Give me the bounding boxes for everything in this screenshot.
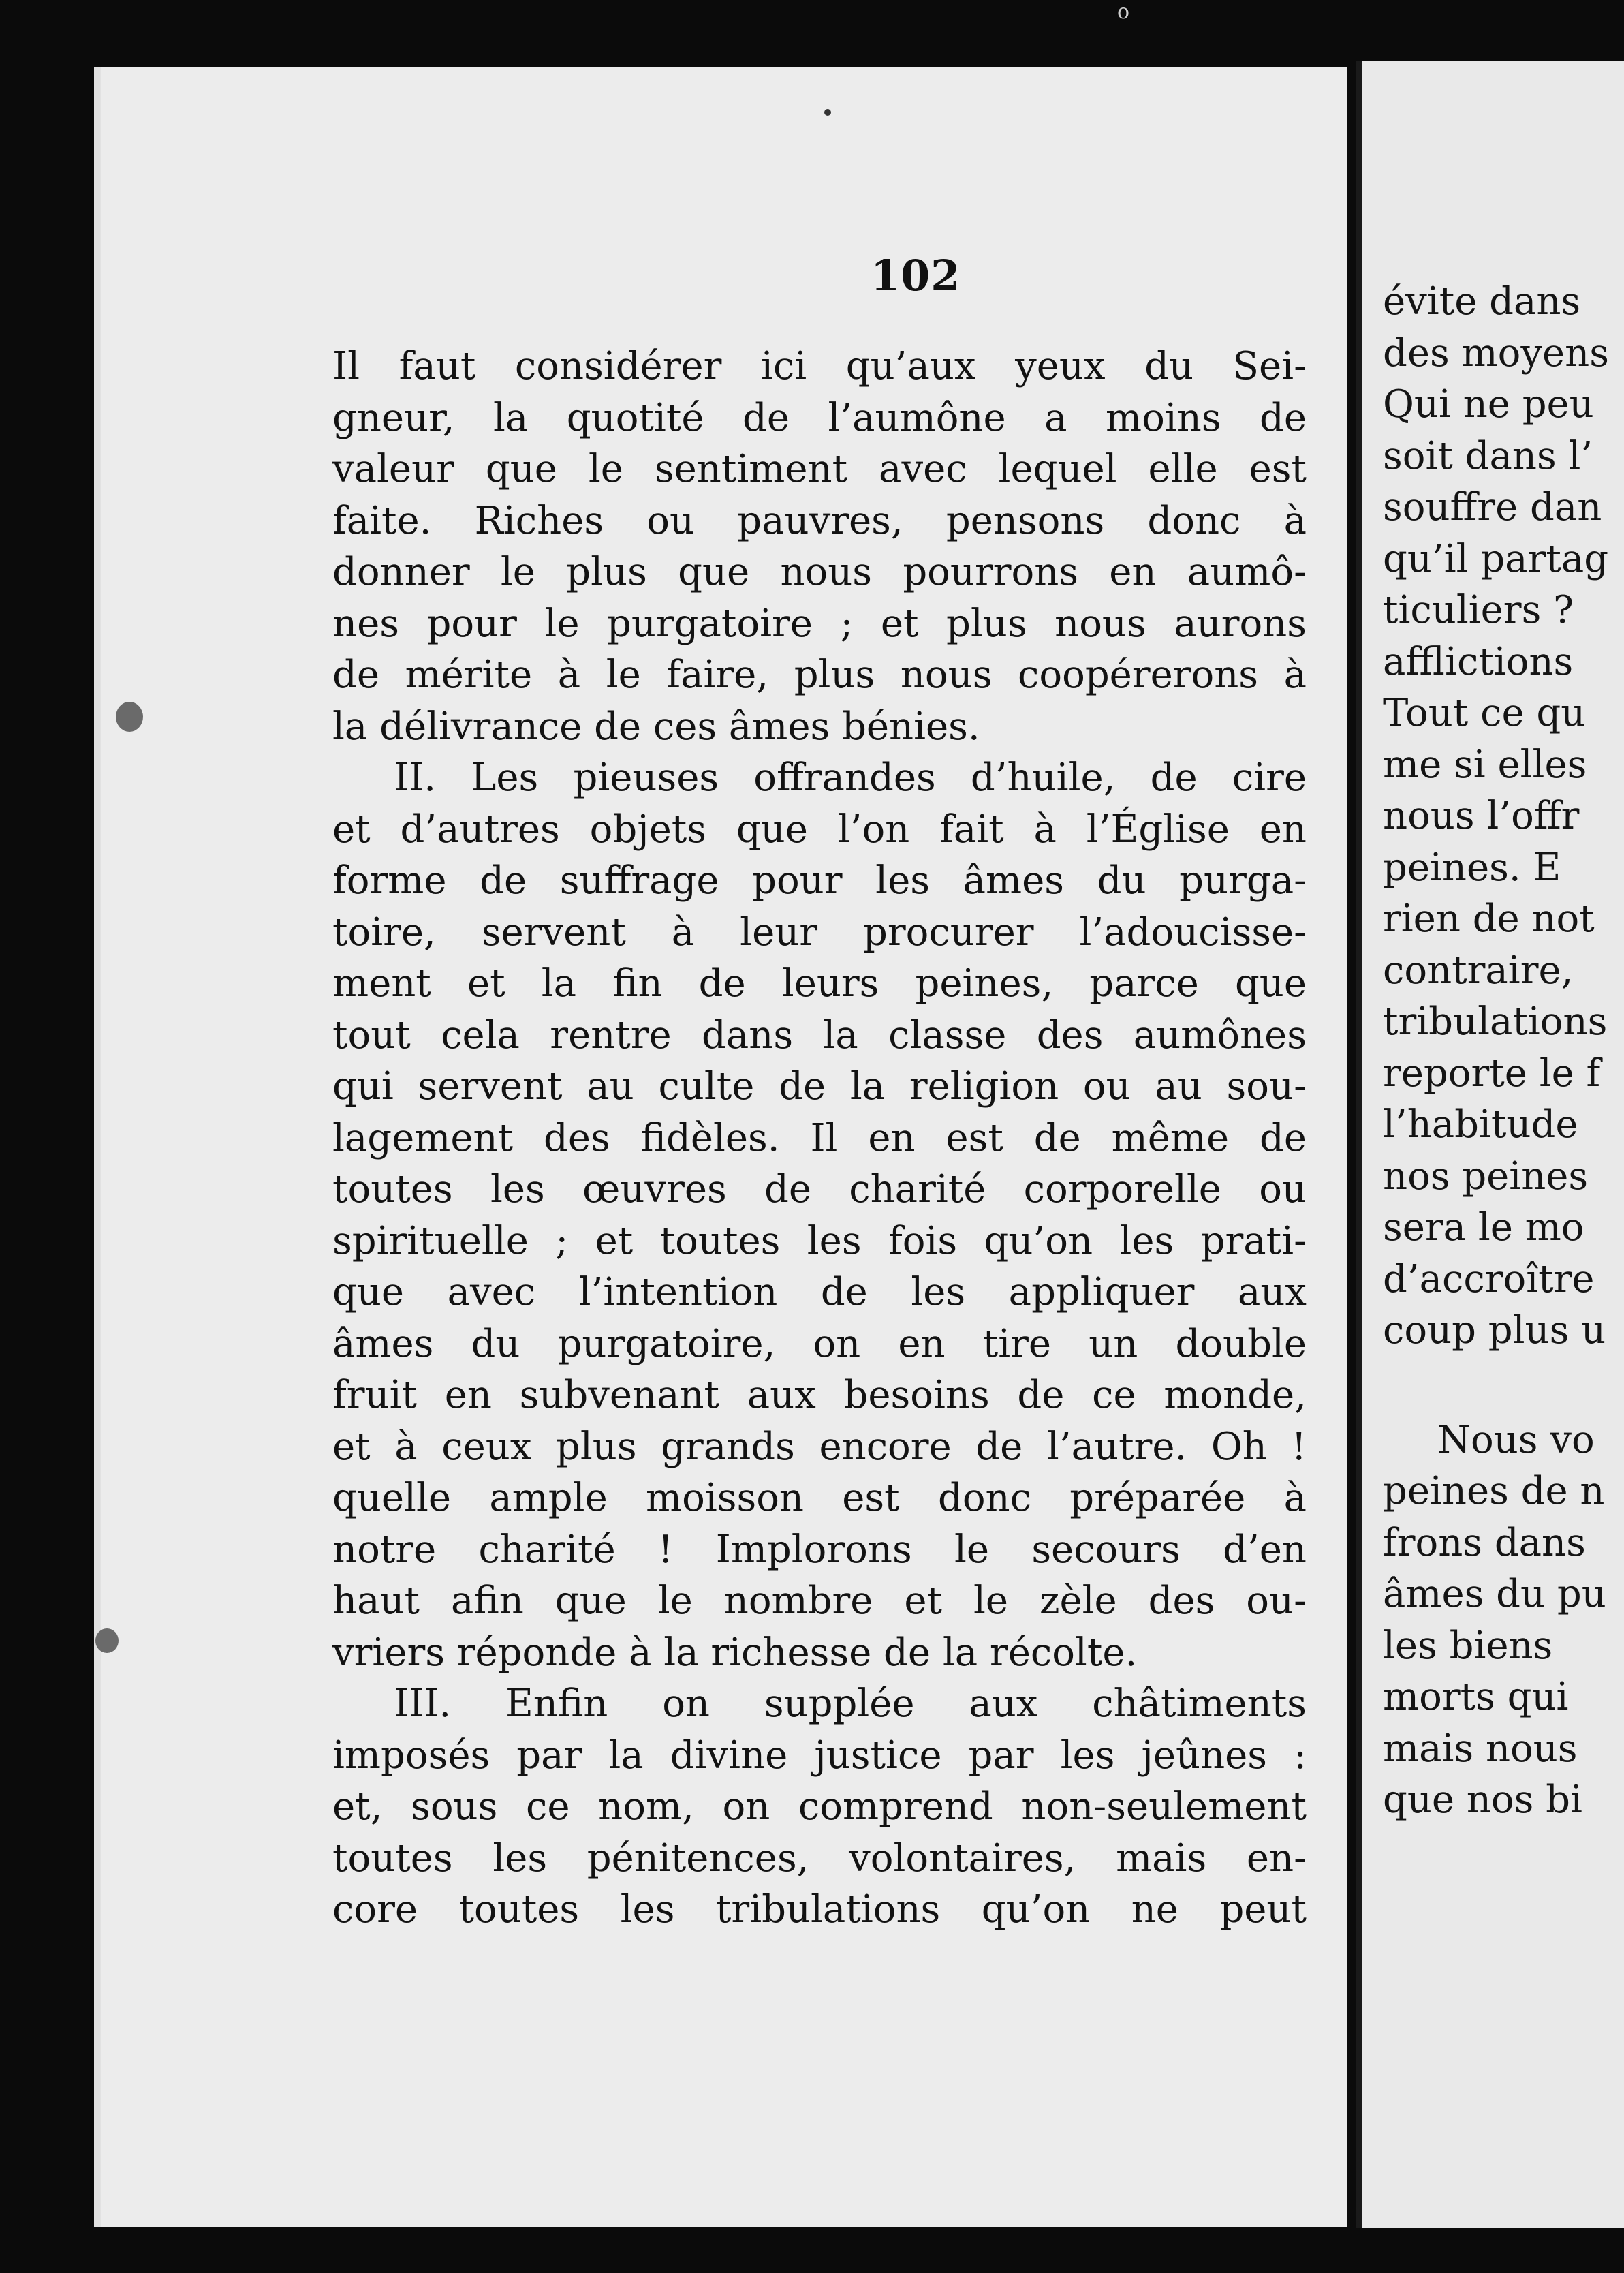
text-line: et d’autres objets que l’on fait à l’Église en xyxy=(332,807,1307,852)
text-line: sera le mo xyxy=(1383,1205,1584,1250)
text-line: la délivrance de ces âmes bénies. xyxy=(332,704,980,749)
ink-speck xyxy=(116,702,143,732)
text-line: quelle ample moisson est donc préparée à xyxy=(332,1476,1307,1520)
right-page xyxy=(1356,61,1624,2228)
text-line: et, sous ce nom, on comprend non-seulement xyxy=(332,1784,1307,1829)
text-line: gneur, la quotité de l’aumône a moins de xyxy=(332,395,1307,440)
text-line: et à ceux plus grands encore de l’autre. Oh ! xyxy=(332,1424,1307,1469)
text-line: ticuliers ? xyxy=(1383,588,1574,632)
text-line: qui servent au culte de la religion ou au sou- xyxy=(332,1064,1307,1109)
text-line: II. Les pieuses offrandes d’huile, de cire xyxy=(394,756,1307,800)
text-line: frons dans xyxy=(1383,1520,1586,1565)
text-line: lagement des fidèles. Il en est de même de xyxy=(332,1115,1307,1160)
scan-mark: o xyxy=(1117,0,1130,24)
text-line: que avec l’intention de les appliquer aux xyxy=(332,1270,1307,1314)
text-line: notre charité ! Implorons le secours d’en xyxy=(332,1527,1307,1572)
text-line: nes pour le purgatoire ; et plus nous aurons xyxy=(332,601,1307,646)
text-line: nos peines xyxy=(1383,1154,1589,1199)
ink-speck xyxy=(95,1628,119,1653)
text-line: Il faut considérer ici qu’aux yeux du Sei- xyxy=(332,344,1307,388)
text-line: tribulations xyxy=(1383,1000,1608,1044)
text-line: valeur que le sentiment avec lequel elle est xyxy=(332,447,1307,491)
text-line: afflictions xyxy=(1383,639,1574,684)
text-line: peines. E xyxy=(1383,845,1561,890)
text-line: soit dans l’ xyxy=(1383,433,1593,478)
text-line: vriers réponde à la richesse de la récolte. xyxy=(332,1630,1138,1675)
text-line: peines de n xyxy=(1383,1469,1605,1513)
text-line: âmes du pu xyxy=(1383,1572,1606,1616)
text-line: souffre dan xyxy=(1383,485,1602,529)
text-line: ment et la fin de leurs peines, parce que xyxy=(332,961,1307,1006)
text-line: l’habitude xyxy=(1383,1102,1578,1147)
text-line: tout cela rentre dans la classe des aumônes xyxy=(332,1012,1307,1057)
text-line: III. Enfin on supplée aux châtiments xyxy=(394,1682,1307,1726)
text-line: contraire, xyxy=(1383,948,1574,993)
text-line: coup plus u xyxy=(1383,1308,1606,1352)
text-line: nous l’offr xyxy=(1383,794,1580,838)
text-line: Qui ne peu xyxy=(1383,382,1594,427)
left-page-body xyxy=(332,67,1354,2227)
text-line: forme de suffrage pour les âmes du purga- xyxy=(332,859,1307,903)
text-line: fruit en subvenant aux besoins de ce monde, xyxy=(332,1373,1307,1417)
text-line: toutes les œuvres de charité corporelle ou xyxy=(332,1167,1307,1211)
text-line: morts qui xyxy=(1383,1675,1569,1719)
page-number: 102 xyxy=(871,251,961,300)
text-line: Tout ce qu xyxy=(1383,691,1586,735)
text-line: des moyens xyxy=(1383,330,1609,375)
text-line: haut afin que le nombre et le zèle des ou- xyxy=(332,1579,1307,1623)
text-line: spirituelle ; et toutes les fois qu’on les prati- xyxy=(332,1218,1307,1263)
text-line: faite. Riches ou pauvres, pensons donc à xyxy=(332,498,1307,543)
ink-speck xyxy=(824,109,831,116)
text-line: imposés par la divine justice par les jeûnes : xyxy=(332,1733,1307,1778)
text-line: qu’il partag xyxy=(1383,536,1609,581)
text-line: les biens xyxy=(1383,1623,1553,1668)
text-line: de mérite à le faire, plus nous coopérerons à xyxy=(332,653,1307,697)
text-line: que nos bi xyxy=(1383,1778,1582,1822)
text-line: rien de not xyxy=(1383,897,1595,941)
text-line: reporte le f xyxy=(1383,1051,1601,1096)
text-line: âmes du purgatoire, on en tire un double xyxy=(332,1321,1307,1366)
text-line: d’accroître xyxy=(1383,1256,1595,1301)
text-line: toutes les pénitences, volontaires, mais en- xyxy=(332,1836,1307,1881)
right-page-body xyxy=(1362,61,1624,2228)
text-line: me si elles xyxy=(1383,742,1587,787)
text-line: Nous vo xyxy=(1437,1417,1595,1462)
text-line: toire, servent à leur procurer l’adoucisse- xyxy=(332,910,1307,955)
text-line: mais nous xyxy=(1383,1726,1578,1771)
text-line: donner le plus que nous pourrons en aumô- xyxy=(332,550,1307,594)
text-line: core toutes les tribulations qu’on ne peut xyxy=(332,1887,1307,1932)
text-line: évite dans xyxy=(1383,279,1581,324)
left-page xyxy=(94,67,1347,2227)
